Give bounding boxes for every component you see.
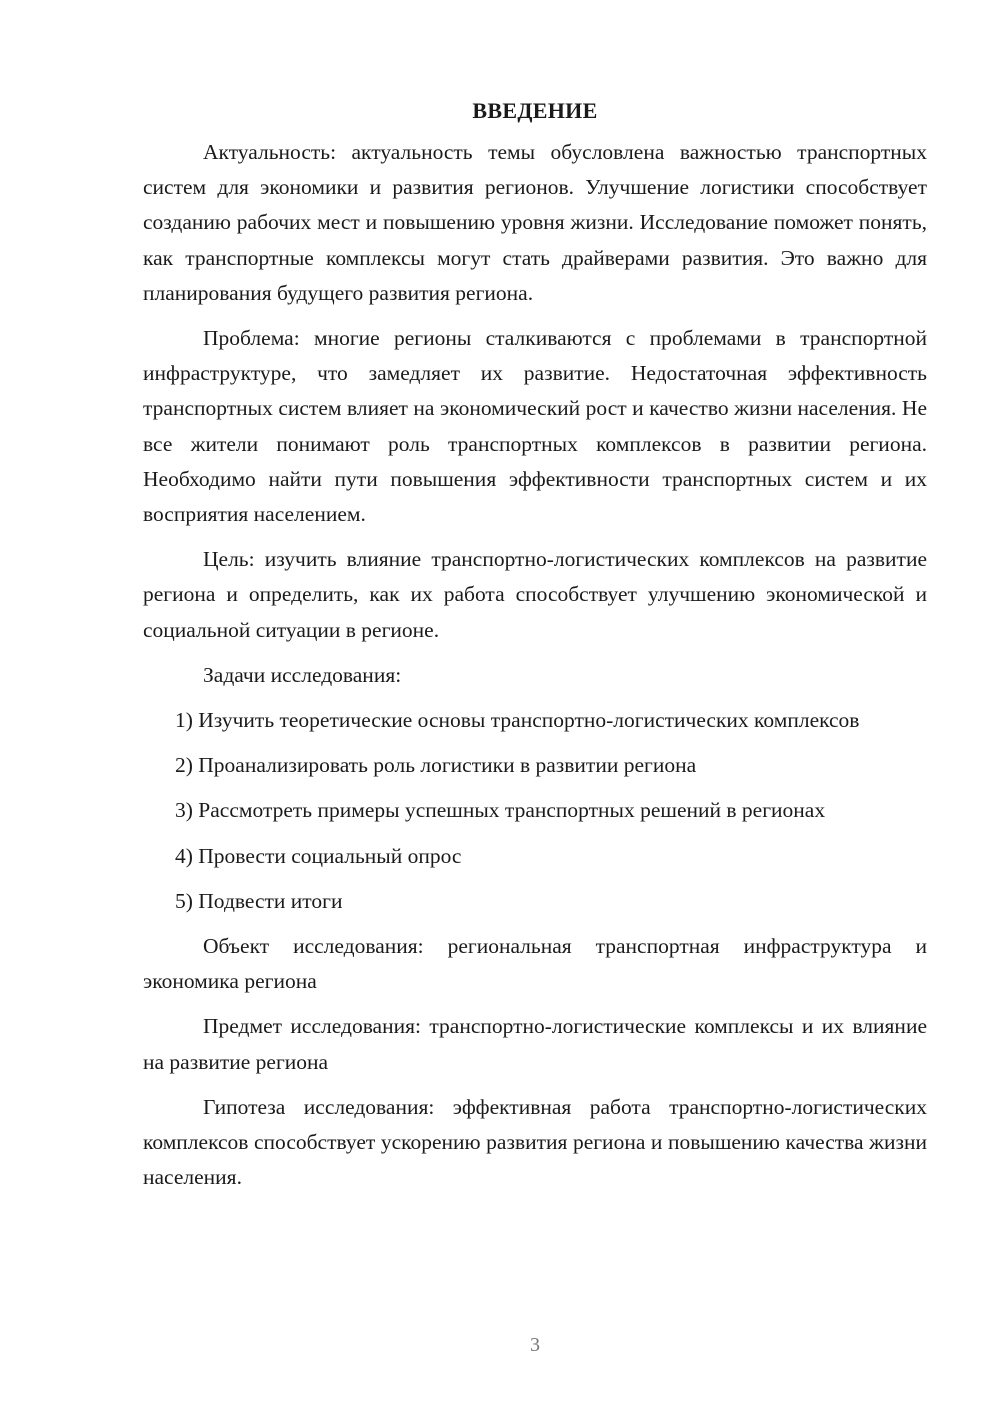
problem-paragraph: Проблема: многие регионы сталкиваются с проблемами в транспортной инфраструктуре, что замедляет их развитие. Недостаточная эффективность транспортных систем влияет на экономический рост и качество жизни населения. Не все жители понимают роль транспортных комплексов в развитии региона. Необходимо найти пути повышения эффективности транспортных систем и их восприятия населением.	[143, 326, 927, 527]
tasks-heading: Задачи исследования:	[203, 662, 402, 687]
goal-paragraph: Цель: изучить влияние транспортно-логистических комплексов на развитие региона и определить, как их работа способствует улучшению экономической и социальной ситуации в регионе.	[143, 547, 927, 642]
task-item: 3) Рассмотреть примеры успешных транспортных решений в регионах	[175, 798, 826, 823]
section-title: ВВЕДЕНИЕ	[472, 98, 598, 123]
page-number: 3	[530, 1334, 540, 1356]
object-paragraph: Объект исследования: региональная транспортная инфраструктура и экономика региона	[143, 934, 927, 994]
task-item: 5) Подвести итоги	[175, 888, 343, 913]
subject-paragraph: Предмет исследования: транспортно-логистические комплексы и их влияние на развитие региона	[143, 1014, 927, 1074]
relevance-paragraph: Актуальность: актуальность темы обусловлена важностью транспортных систем для экономики и развития регионов. Улучшение логистики способствует созданию рабочих мест и повышению уровня жизни. Исследование поможет понять, как транспортные комплексы могут стать драйверами развития. Это важно для планирования будущего развития региона.	[143, 140, 927, 305]
hypothesis-paragraph: Гипотеза исследования: эффективная работа транспортно-логистических комплексов способствует ускорению развития региона и повышению качества жизни населения.	[143, 1094, 927, 1190]
task-item: 4) Провести социальный опрос	[175, 843, 462, 868]
task-item: 1) Изучить теоретические основы транспортно-логистических комплексов	[175, 708, 860, 733]
document-page	[143, 96, 927, 1205]
task-item: 2) Проанализировать роль логистики в развитии региона	[175, 753, 697, 778]
